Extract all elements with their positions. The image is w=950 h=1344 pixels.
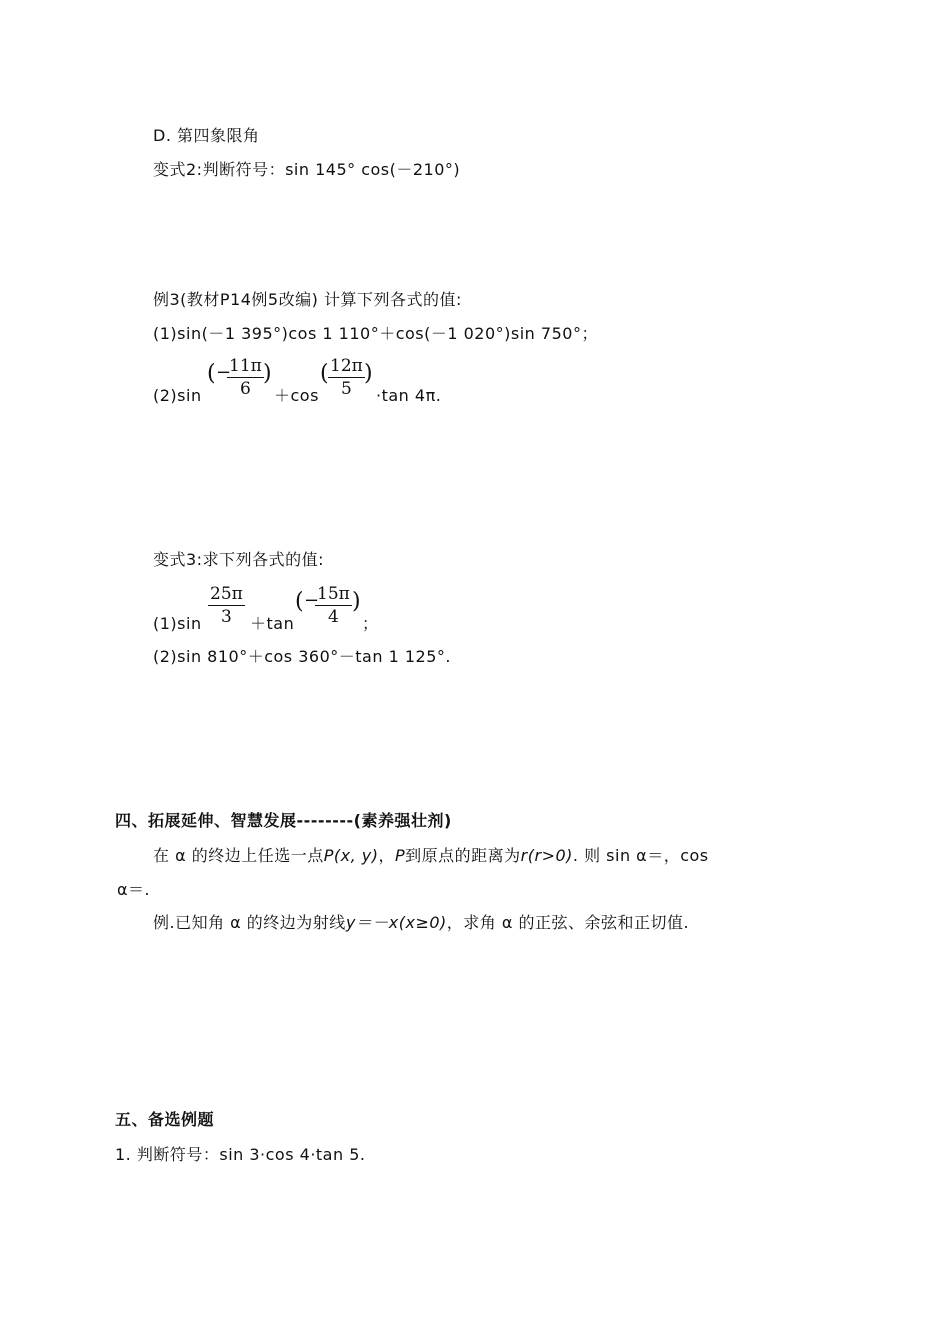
example-3-part-1: (1)sin(－1 395°)cos 1 110°＋cos(－1 020°)sin 750°； — [153, 324, 598, 343]
fraction-numerator: 12π — [330, 356, 363, 376]
fraction-denominator: 4 — [327, 607, 339, 627]
variant-2: 变式2:判断符号：sin 145° cos(－210°) — [153, 160, 461, 179]
fraction-sign: − — [216, 362, 232, 383]
fraction-25pi-over-3 — [208, 583, 245, 628]
fraction-denominator: 5 — [340, 379, 352, 399]
text-segment: 例.已知角 α 的终边为射线 — [153, 913, 346, 932]
paren-close: ) — [364, 361, 373, 386]
point-p-label: P — [395, 846, 406, 865]
section-4-example — [153, 913, 689, 933]
paren-close: ) — [263, 361, 272, 386]
fraction-15pi-over-4 — [315, 583, 352, 628]
fraction-denominator: 6 — [239, 379, 251, 399]
variant-3-title: 变式3:求下列各式的值: — [153, 550, 324, 569]
paren-open: ( — [320, 361, 329, 386]
example-3-part-2-middle: ＋cos — [274, 386, 319, 405]
variant-3-part-1-middle: ＋tan — [250, 614, 295, 633]
variant-3-part-2: (2)sin 810°＋cos 360°－tan 1 125°. — [153, 647, 451, 666]
fraction-numerator: 15π — [317, 584, 350, 604]
text-segment: ， — [378, 846, 395, 865]
section-4-paragraph-line-2: α＝. — [117, 880, 151, 899]
example-3-part-2-prefix: (2)sin — [153, 386, 202, 405]
point-p: P(x, y) — [323, 846, 379, 865]
fraction-numerator: 11π — [229, 356, 262, 376]
example-3-title: 例3(教材P14例5改编) 计算下列各式的值: — [153, 290, 462, 309]
section-5-item-1: 1. 判断符号：sin 3·cos 4·tan 5. — [115, 1145, 366, 1164]
paren-open: ( — [207, 361, 216, 386]
example-3-part-2-suffix: ·tan 4π. — [376, 386, 442, 405]
text-segment: 到原点的距离为 — [405, 846, 521, 865]
variant-3-part-1-suffix: ； — [362, 614, 379, 633]
section-4-heading: 四、拓展延伸、智慧发展--------(素养强壮剂) — [115, 811, 452, 830]
option-d: D. 第四象限角 — [153, 126, 260, 145]
fraction-denominator: 3 — [220, 607, 232, 627]
fraction-12pi-over-5 — [328, 355, 365, 400]
ray-equation: y＝－x(x≥0) — [345, 913, 447, 932]
text-segment: ，求角 α 的正弦、余弦和正切值. — [446, 913, 690, 932]
fraction-11pi-over-6 — [227, 355, 264, 400]
text-segment: . 则 sin α＝，cos — [572, 846, 709, 865]
fraction-numerator: 25π — [210, 584, 243, 604]
radius-r: r(r>0) — [520, 846, 573, 865]
fraction-sign: − — [304, 590, 320, 611]
section-5-heading: 五、备选例题 — [115, 1110, 215, 1129]
text-segment: 在 α 的终边上任选一点 — [153, 846, 324, 865]
paren-close: ) — [352, 589, 361, 614]
section-4-paragraph-line-1 — [153, 846, 709, 866]
paren-open: ( — [295, 589, 304, 614]
variant-3-part-1-prefix: (1)sin — [153, 614, 202, 633]
